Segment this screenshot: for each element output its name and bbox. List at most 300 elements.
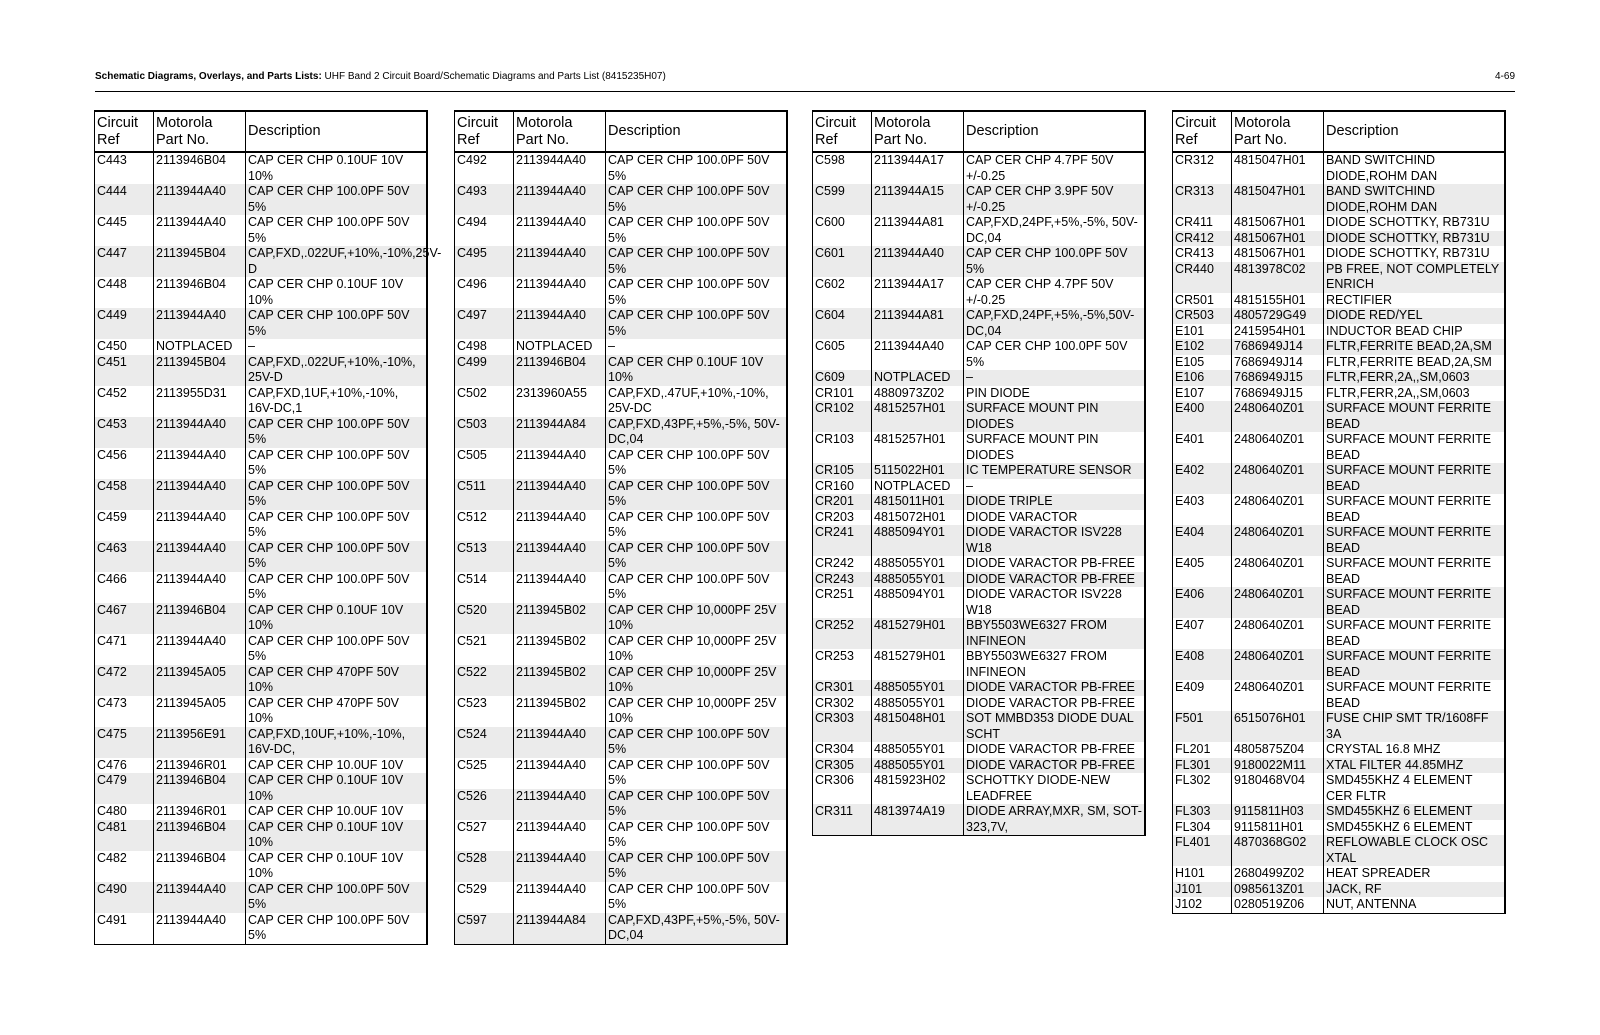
description-cell: CAP CER CHP 100.0PF 50V 5% xyxy=(608,757,770,787)
table-row xyxy=(1173,835,1506,866)
part-no-cell: 2113944A40 xyxy=(872,246,964,277)
description-cell: CAP CER CHP 100.0PF 50V 5% xyxy=(606,851,788,882)
description-cell: CAP CER CHP 100.0PF 50V 5% xyxy=(608,819,770,849)
table-row xyxy=(455,634,788,665)
description-cell: REFLOWABLE CLOCK OSC XTAL xyxy=(1324,835,1506,866)
table-row xyxy=(1173,866,1506,882)
table-row xyxy=(813,401,1146,432)
part-no-cell: 2113944A40 xyxy=(154,882,246,913)
table-row xyxy=(455,448,788,479)
description-cell: DIODE TRIPLE xyxy=(964,494,1146,510)
description-cell: FLTR,FERR,2A,,SM,0603 xyxy=(1324,370,1506,386)
description-cell: INDUCTOR BEAD CHIP xyxy=(1326,323,1463,338)
part-no-cell: 2113946R01 xyxy=(154,758,246,774)
circuit-ref-cell: C494 xyxy=(455,215,514,246)
table-row xyxy=(95,603,428,634)
circuit-ref-cell: C472 xyxy=(95,665,154,696)
description-cell: CAP CER CHP 100.0PF 50V 5% xyxy=(246,882,428,913)
table-row xyxy=(95,448,428,479)
description-cell: BAND SWITCHIND DIODE,ROHM DAN xyxy=(1326,153,1438,183)
table-row xyxy=(95,665,428,696)
circuit-ref-cell: C505 xyxy=(455,448,514,479)
description-cell: CAP CER CHP 10,000PF 25V 10% xyxy=(608,695,777,725)
description-cell: CAP CER CHP 100.0PF 50V 5% xyxy=(246,184,428,215)
part-no-cell: 9180468V04 xyxy=(1232,773,1324,804)
description-cell: CAP CER CHP 100.0PF 50V 5% xyxy=(248,633,410,663)
circuit-ref-cell: E401 xyxy=(1173,432,1232,463)
description-cell: DIODE RED/YEL xyxy=(1324,308,1506,324)
circuit-ref-cell: C528 xyxy=(455,851,514,882)
part-no-cell: 4805729G49 xyxy=(1232,308,1324,324)
description-cell: SURFACE MOUNT FERRITE BEAD xyxy=(1326,432,1492,462)
circuit-ref-cell: C476 xyxy=(95,758,154,774)
part-no-cell: 2113944A40 xyxy=(514,851,606,882)
description-cell: CAP CER CHP 100.0PF 50V 5% xyxy=(608,447,770,477)
description-cell: – xyxy=(966,478,973,493)
circuit-ref-cell: CR251 xyxy=(813,587,872,618)
part-no-cell: 2113945A05 xyxy=(154,696,246,727)
part-no-cell: 2113944A40 xyxy=(514,727,606,758)
part-no-cell: 7686949J15 xyxy=(1232,386,1324,402)
description-cell: SURFACE MOUNT FERRITE BEAD xyxy=(1324,587,1506,618)
table-row xyxy=(455,184,788,215)
table-row xyxy=(455,851,788,882)
table-row xyxy=(1173,401,1506,432)
description-cell: PB FREE, NOT COMPLETELY ENRICH xyxy=(1324,262,1506,293)
part-no-cell: 4885055Y01 xyxy=(872,742,964,758)
table-row xyxy=(95,184,428,215)
circuit-ref-cell: FL201 xyxy=(1173,742,1232,758)
table-row xyxy=(1173,463,1506,494)
part-no-cell: 7686949J14 xyxy=(1232,355,1324,371)
col-header-description: Description xyxy=(246,111,428,152)
table-row xyxy=(813,711,1146,742)
part-no-cell: 4885094Y01 xyxy=(872,525,964,556)
table-row xyxy=(813,556,1146,572)
table-row xyxy=(95,479,428,510)
header-title xyxy=(95,71,666,82)
description-cell: RECTIFIER xyxy=(1326,292,1392,307)
part-no-cell: 4885055Y01 xyxy=(872,696,964,712)
part-no-cell: 9115811H01 xyxy=(1232,820,1324,836)
table-row xyxy=(455,215,788,246)
description-cell: CAP CER CHP 100.0PF 50V 5% xyxy=(608,215,770,245)
table-row xyxy=(95,773,428,804)
table-row xyxy=(813,804,1146,836)
col-header-part-no: Motorola Part No. xyxy=(1232,111,1324,152)
table-row xyxy=(813,618,1146,649)
description-cell: CAP CER CHP 0.10UF 10V 10% xyxy=(246,773,428,804)
circuit-ref-cell: CR305 xyxy=(813,758,872,774)
part-no-cell: 4815923H02 xyxy=(872,773,964,804)
circuit-ref-cell: C491 xyxy=(95,913,154,945)
circuit-ref-cell: CR105 xyxy=(813,463,872,479)
header-title-bold: Schematic Diagrams, Overlays, and Parts Lists: xyxy=(95,71,322,82)
table-row xyxy=(1173,184,1506,215)
description-cell: CAP CER CHP 0.10UF 10V 10% xyxy=(248,153,404,183)
part-no-cell: 2113944A17 xyxy=(872,152,964,184)
part-no-cell: 2113945B02 xyxy=(514,665,606,696)
part-no-cell: 2113944A40 xyxy=(514,789,606,820)
circuit-ref-cell: C525 xyxy=(455,758,514,789)
table-row xyxy=(455,727,788,758)
part-no-cell: 2113944A40 xyxy=(514,758,606,789)
circuit-ref-cell: C521 xyxy=(455,634,514,665)
circuit-ref-cell: C482 xyxy=(95,851,154,882)
description-cell: CAP CER CHP 470PF 50V 10% xyxy=(248,695,399,725)
description-cell: SURFACE MOUNT FERRITE BEAD xyxy=(1326,494,1492,524)
part-no-cell: 2113944A40 xyxy=(154,572,246,603)
description-cell: CAP,FXD,.47UF,+10%,-10%, 25V-DC xyxy=(608,385,769,415)
circuit-ref-cell: C499 xyxy=(455,355,514,386)
description-cell: CAP CER CHP 100.0PF 50V 5% xyxy=(248,215,410,245)
table-row xyxy=(95,339,428,355)
table-row xyxy=(95,758,428,774)
description-cell: SMD455KHZ 6 ELEMENT xyxy=(1324,804,1506,820)
table-row xyxy=(455,308,788,339)
part-no-cell: 2113945B02 xyxy=(514,603,606,634)
description-cell: DIODE SCHOTTKY, RB731U xyxy=(1324,231,1506,247)
circuit-ref-cell: C602 xyxy=(813,277,872,308)
part-no-cell: 2313960A55 xyxy=(514,386,606,417)
table-row xyxy=(455,277,788,308)
table-row xyxy=(1173,152,1506,184)
table-row xyxy=(813,215,1146,246)
parts-table-3 xyxy=(812,110,1146,836)
col-header-part-no: Motorola Part No. xyxy=(514,111,606,152)
circuit-ref-cell: CR301 xyxy=(813,680,872,696)
table-row xyxy=(95,851,428,882)
circuit-ref-cell: E405 xyxy=(1173,556,1232,587)
col-header-circuit-ref: Circuit Ref xyxy=(455,111,514,152)
description-cell: CAP CER CHP 10.0UF 10V xyxy=(248,804,404,818)
part-no-cell: 2113944A40 xyxy=(154,308,246,339)
description-cell: DIODE VARACTOR PB-FREE xyxy=(964,680,1146,696)
table-row xyxy=(813,277,1146,308)
description-cell: CAP CER CHP 0.10UF 10V 10% xyxy=(246,603,428,634)
description-cell: CRYSTAL 16.8 MHZ xyxy=(1326,742,1441,756)
description-cell: XTAL FILTER 44.85MHZ xyxy=(1324,758,1506,774)
description-cell: NUT, ANTENNA xyxy=(1326,897,1417,911)
part-no-cell: 2113944A40 xyxy=(514,246,606,277)
description-cell: SURFACE MOUNT PIN DIODES xyxy=(966,432,1099,462)
description-cell: CAP CER CHP 100.0PF 50V 5% xyxy=(246,417,428,448)
table-row xyxy=(95,804,428,820)
description-cell: CAP,FXD,24PF,+5%,-5%,50V-DC,04 xyxy=(964,308,1146,339)
circuit-ref-cell: H101 xyxy=(1173,866,1232,882)
table-row xyxy=(455,386,788,417)
description-cell: CAP CER CHP 100.0PF 50V 5% xyxy=(606,789,788,820)
description-cell: CAP CER CHP 4.7PF 50V +/-0.25 xyxy=(966,153,1114,183)
part-no-cell: 2113944A40 xyxy=(514,479,606,510)
table-row xyxy=(455,696,788,727)
description-cell: DIODE ARRAY,MXR, SM, SOT-323,7V, xyxy=(964,804,1146,836)
description-cell: CAP CER CHP 100.0PF 50V 5% xyxy=(608,509,770,539)
part-no-cell: 2113944A40 xyxy=(514,308,606,339)
table-row xyxy=(455,510,788,541)
table-row xyxy=(1173,494,1506,525)
description-cell: DIODE VARACTOR PB-FREE xyxy=(966,742,1136,756)
table-row xyxy=(1173,386,1506,402)
circuit-ref-cell: C495 xyxy=(455,246,514,277)
table-row xyxy=(1173,231,1506,247)
table-row xyxy=(813,339,1146,370)
table-row xyxy=(455,572,788,603)
header-title-rest: UHF Band 2 Circuit Board/Schematic Diagrams and Parts List (8415235H07) xyxy=(321,71,666,82)
circuit-ref-cell: C492 xyxy=(455,152,514,184)
description-cell: SURFACE MOUNT FERRITE BEAD xyxy=(1324,463,1506,494)
description-cell: SURFACE MOUNT PIN DIODES xyxy=(964,401,1146,432)
circuit-ref-cell: C479 xyxy=(95,773,154,804)
table-row xyxy=(813,494,1146,510)
description-cell: DIODE VARACTOR PB-FREE xyxy=(966,556,1136,570)
table-row xyxy=(455,820,788,851)
circuit-ref-cell: FL304 xyxy=(1173,820,1232,836)
circuit-ref-cell: C459 xyxy=(95,510,154,541)
circuit-ref-cell: CR303 xyxy=(813,711,872,742)
circuit-ref-cell: CR201 xyxy=(813,494,872,510)
description-cell: BAND SWITCHIND DIODE,ROHM DAN xyxy=(1324,184,1506,215)
part-no-cell: 7686949J15 xyxy=(1232,370,1324,386)
circuit-ref-cell: C443 xyxy=(95,152,154,184)
table-row xyxy=(813,386,1146,402)
circuit-ref-cell: C526 xyxy=(455,789,514,820)
table-row xyxy=(95,215,428,246)
circuit-ref-cell: C473 xyxy=(95,696,154,727)
circuit-ref-cell: E409 xyxy=(1173,680,1232,711)
table-row xyxy=(95,820,428,851)
part-no-cell: 2113944A17 xyxy=(872,277,964,308)
part-no-cell: 4815047H01 xyxy=(1232,152,1324,184)
col-header-part-no: Motorola Part No. xyxy=(154,111,246,152)
description-cell: CAP CER CHP 100.0PF 50V 5% xyxy=(608,277,770,307)
circuit-ref-cell: C481 xyxy=(95,820,154,851)
circuit-ref-cell: C503 xyxy=(455,417,514,448)
circuit-ref-cell: C456 xyxy=(95,448,154,479)
part-no-cell: 2113944A40 xyxy=(514,184,606,215)
table-row xyxy=(95,727,428,758)
circuit-ref-cell: F501 xyxy=(1173,711,1232,742)
part-no-cell: 2113945A05 xyxy=(154,665,246,696)
description-cell: CAP CER CHP 100.0PF 50V 5% xyxy=(606,541,788,572)
description-cell: CAP,FXD,.022UF,+10%,-10%, 25V-D xyxy=(246,355,428,386)
table-row xyxy=(95,308,428,339)
table-row xyxy=(813,525,1146,556)
table-row xyxy=(1173,804,1506,820)
circuit-ref-cell: C604 xyxy=(813,308,872,339)
circuit-ref-cell: C475 xyxy=(95,727,154,758)
table-row xyxy=(1173,680,1506,711)
table-row xyxy=(95,417,428,448)
table-row xyxy=(1173,525,1506,556)
part-no-cell: 4815047H01 xyxy=(1232,184,1324,215)
table-row xyxy=(1173,773,1506,804)
circuit-ref-cell: FL302 xyxy=(1173,773,1232,804)
table-row xyxy=(813,184,1146,215)
circuit-ref-cell: FL401 xyxy=(1173,835,1232,866)
table-row xyxy=(1173,711,1506,742)
table-row xyxy=(813,308,1146,339)
circuit-ref-cell: E400 xyxy=(1173,401,1232,432)
table-row xyxy=(95,913,428,945)
part-no-cell: 2113944A40 xyxy=(154,913,246,945)
part-no-cell: 2113946B04 xyxy=(154,851,246,882)
part-no-cell: 9115811H03 xyxy=(1232,804,1324,820)
part-no-cell: 0985613Z01 xyxy=(1232,882,1324,898)
circuit-ref-cell: CR243 xyxy=(813,572,872,588)
description-cell: CAP CER CHP 100.0PF 50V 5% xyxy=(606,479,788,510)
part-no-cell: 2113944A40 xyxy=(154,184,246,215)
circuit-ref-cell: C524 xyxy=(455,727,514,758)
part-no-cell: 2480640Z01 xyxy=(1232,618,1324,649)
part-no-cell: 4815011H01 xyxy=(872,494,964,510)
col-header-circuit-ref: Circuit Ref xyxy=(1173,111,1232,152)
table-row xyxy=(1173,742,1506,758)
description-cell: DIODE VARACTOR xyxy=(966,509,1078,524)
circuit-ref-cell: CR101 xyxy=(813,386,872,402)
part-no-cell: 4880973Z02 xyxy=(872,386,964,402)
circuit-ref-cell: CR241 xyxy=(813,525,872,556)
description-cell: IC TEMPERATURE SENSOR xyxy=(964,463,1146,479)
description-cell: SURFACE MOUNT FERRITE BEAD xyxy=(1326,618,1492,648)
table-row xyxy=(95,572,428,603)
table-row xyxy=(813,479,1146,495)
description-cell: BBY5503WE6327 FROM INFINEON xyxy=(964,618,1146,649)
circuit-ref-cell: C467 xyxy=(95,603,154,634)
circuit-ref-cell: C490 xyxy=(95,882,154,913)
table-row xyxy=(455,246,788,277)
part-no-cell: 2113955D31 xyxy=(154,386,246,417)
description-cell: CAP CER CHP 10,000PF 25V 10% xyxy=(608,633,777,663)
col-header-circuit-ref: Circuit Ref xyxy=(95,111,154,152)
description-cell: CAP,FXD,24PF,+5%,-5%, 50V-DC,04 xyxy=(966,215,1138,245)
description-cell: SOT MMBD353 DIODE DUAL SCHT xyxy=(964,711,1146,742)
description-cell: SMD455KHZ 4 ELEMENT CER FLTR xyxy=(1326,773,1473,803)
description-cell: FLTR,FERR,2A,,SM,0603 xyxy=(1326,385,1470,400)
table-row xyxy=(813,758,1146,774)
table-row xyxy=(1173,649,1506,680)
circuit-ref-cell: C599 xyxy=(813,184,872,215)
circuit-ref-cell: J102 xyxy=(1173,897,1232,913)
table-row xyxy=(813,649,1146,680)
description-cell: CAP,FXD,10UF,+10%,-10%, 16V-DC, xyxy=(246,727,428,758)
table-row xyxy=(1173,432,1506,463)
col-header-description: Description xyxy=(1324,111,1506,152)
circuit-ref-cell: C493 xyxy=(455,184,514,215)
circuit-ref-cell: E102 xyxy=(1173,339,1232,355)
part-no-cell: NOTPLACED xyxy=(872,479,964,495)
circuit-ref-cell: CR253 xyxy=(813,649,872,680)
circuit-ref-cell: C471 xyxy=(95,634,154,665)
table-row xyxy=(455,882,788,913)
description-cell: CAP CER CHP 3.9PF 50V +/-0.25 xyxy=(964,184,1146,215)
circuit-ref-cell: CR242 xyxy=(813,556,872,572)
description-cell: SURFACE MOUNT FERRITE BEAD xyxy=(1324,525,1506,556)
description-cell: DIODE VARACTOR PB-FREE xyxy=(964,758,1146,774)
description-cell: DIODE VARACTOR ISV228 W18 xyxy=(966,587,1122,617)
parts-table-2 xyxy=(454,110,788,945)
description-cell: SURFACE MOUNT FERRITE BEAD xyxy=(1326,680,1492,710)
table-row xyxy=(1173,293,1506,309)
part-no-cell: 2113944A40 xyxy=(514,820,606,851)
table-row xyxy=(813,432,1146,463)
circuit-ref-cell: E105 xyxy=(1173,355,1232,371)
circuit-ref-cell: CR103 xyxy=(813,432,872,463)
table-row xyxy=(1173,370,1506,386)
description-cell: DIODE VARACTOR ISV228 W18 xyxy=(964,525,1146,556)
circuit-ref-cell: C445 xyxy=(95,215,154,246)
description-cell: CAP CER CHP 100.0PF 50V 5% xyxy=(608,881,770,911)
description-cell: CAP CER CHP 100.0PF 50V 5% xyxy=(248,571,410,601)
description-cell: CAP CER CHP 100.0PF 50V 5% xyxy=(606,246,788,277)
description-cell: CAP,FXD,43PF,+5%,-5%, 50V-DC,04 xyxy=(606,913,788,945)
description-cell: SMD455KHZ 6 ELEMENT xyxy=(1326,819,1473,834)
table-row xyxy=(95,152,428,184)
part-no-cell: NOTPLACED xyxy=(514,339,606,355)
part-no-cell: 2113944A40 xyxy=(154,541,246,572)
description-cell: CAP CER CHP 100.0PF 50V 5% xyxy=(608,571,770,601)
part-no-cell: 4815067H01 xyxy=(1232,215,1324,231)
circuit-ref-cell: CR160 xyxy=(813,479,872,495)
circuit-ref-cell: CR501 xyxy=(1173,293,1232,309)
part-no-cell: 2113944A40 xyxy=(154,634,246,665)
circuit-ref-cell: C522 xyxy=(455,665,514,696)
part-no-cell: 2113944A81 xyxy=(872,215,964,246)
parts-table-1 xyxy=(94,110,442,945)
part-no-cell: 4815048H01 xyxy=(872,711,964,742)
description-cell: CAP CER CHP 100.0PF 50V 5% xyxy=(966,339,1128,369)
part-no-cell: 4885055Y01 xyxy=(872,758,964,774)
part-no-cell: 0280519Z06 xyxy=(1232,897,1324,913)
part-no-cell: 2480640Z01 xyxy=(1232,432,1324,463)
part-no-cell: 2113956E91 xyxy=(154,727,246,758)
description-cell: SURFACE MOUNT FERRITE BEAD xyxy=(1324,401,1506,432)
table-row xyxy=(1173,324,1506,340)
circuit-ref-cell: C523 xyxy=(455,696,514,727)
circuit-ref-cell: CR311 xyxy=(813,804,872,836)
table-row xyxy=(455,665,788,696)
circuit-ref-cell: C480 xyxy=(95,804,154,820)
description-cell: CAP CER CHP 100.0PF 50V 5% xyxy=(246,308,428,339)
part-no-cell: 2113946B04 xyxy=(514,355,606,386)
circuit-ref-cell: C609 xyxy=(813,370,872,386)
circuit-ref-cell: C444 xyxy=(95,184,154,215)
part-no-cell: 4813974A19 xyxy=(872,804,964,836)
description-cell: CAP CER CHP 0.10UF 10V 10% xyxy=(248,850,404,880)
part-no-cell: 2113946B04 xyxy=(154,152,246,184)
circuit-ref-cell: C600 xyxy=(813,215,872,246)
circuit-ref-cell: C498 xyxy=(455,339,514,355)
description-cell: CAP CER CHP 100.0PF 50V 5% xyxy=(248,912,410,942)
circuit-ref-cell: C527 xyxy=(455,820,514,851)
description-cell: SCHOTTKY DIODE-NEW LEADFREE xyxy=(966,773,1111,803)
table-row xyxy=(1173,587,1506,618)
part-no-cell: 2480640Z01 xyxy=(1232,525,1324,556)
description-cell: – xyxy=(608,339,615,353)
part-no-cell: 2113944A40 xyxy=(154,417,246,448)
description-cell: CAP,FXD,1UF,+10%,-10%, 16V-DC,1 xyxy=(248,385,399,415)
part-no-cell: 2113944A40 xyxy=(514,882,606,913)
table-row xyxy=(813,696,1146,712)
circuit-ref-cell: CR503 xyxy=(1173,308,1232,324)
part-no-cell: 2113944A81 xyxy=(872,308,964,339)
circuit-ref-cell: C448 xyxy=(95,277,154,308)
part-no-cell: 2113946B04 xyxy=(154,820,246,851)
description-cell: CAP CER CHP 100.0PF 50V 5% xyxy=(608,153,770,183)
circuit-ref-cell: FL301 xyxy=(1173,758,1232,774)
circuit-ref-cell: C451 xyxy=(95,355,154,386)
part-no-cell: 2113944A40 xyxy=(872,339,964,370)
